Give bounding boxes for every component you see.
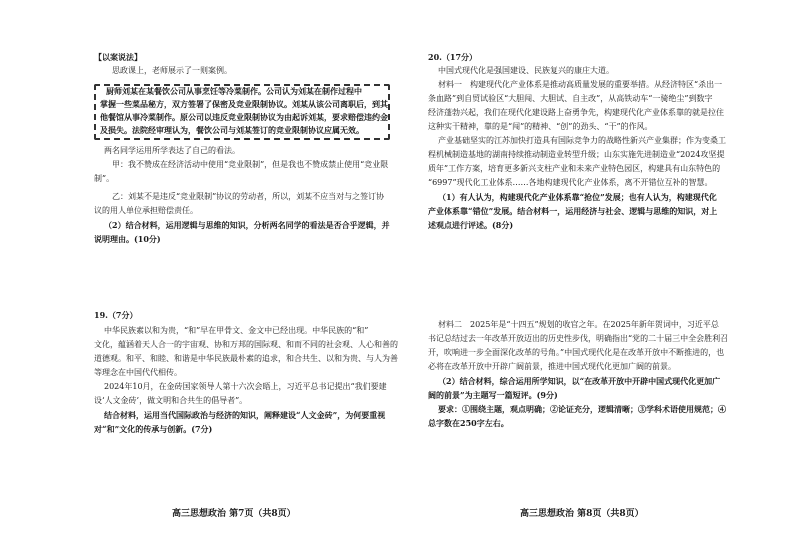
q19-line: 等理念在中国代代相传。 — [94, 368, 182, 377]
q20-line: （1）有人认为，构建现代化产业体系靠“抢位”发展；也有人认为，构建现代化 — [438, 192, 717, 202]
right-page — [400, 0, 800, 549]
material2-line: 材料二 2025年是“十四五”规划的收官之年。在2025年新年贺词中，习近平总 — [438, 320, 719, 329]
case-box — [94, 84, 390, 140]
q20-line: 中国式现代化是强国建设、民族复兴的康庄大道。 — [438, 66, 614, 75]
material2-line: 总字数在250字左右。 — [428, 418, 509, 428]
q18-line: 两名同学运用所学表达了自己的看法。 — [104, 146, 240, 155]
q18-line: 说明理由。(10分) — [94, 234, 161, 244]
q18-line: 甲：我不赞成在经济活动中使用“竞业限制”，但是我也不赞成禁止使用“竞业限 — [112, 160, 389, 169]
material2-line: （2）结合材料，综合运用所学知识，以“在改革开放中开辟中国式现代化更加广 — [438, 376, 721, 386]
case-line: 他餐馆从事冷菜制作。原公司以违反竞业限制协议为由起诉刘某，要求赔偿违约金 — [100, 112, 388, 122]
q20-line: 产业基础坚实的江苏加快打造具有国际竞争力的战略性新兴产业集群；作为变桑工 — [438, 136, 726, 145]
q20-line: “6997”现代化工业体系……各地构建现代化产业体系，离不开错位互补的智慧。 — [428, 178, 713, 187]
q18-line: （2）结合材料，运用逻辑与思维的知识，分析两名同学的看法是否合乎逻辑，并 — [104, 220, 390, 230]
q20-title: 20.（17分） — [428, 52, 478, 62]
q20-line: 述观点进行评述。(8分) — [428, 220, 514, 230]
q20-line: 经济蓬勃兴起，我们在现代化建设路上奋勇争先，构建现代化产业体系靠的就是拉住 — [428, 108, 724, 117]
q19-title: 19.（7分） — [94, 310, 138, 320]
material2-line: 阔的前景”为主题写一篇短评。(9分) — [428, 390, 558, 400]
q20-line: 质年”工作方案，培育更多新兴支柱产业和未来产业特色园区，构建具有山东特色的 — [428, 164, 721, 173]
material2-line: 开，吹响进一步全面深化改革的号角。”中国式现代化是在改革开放中不断推进的，也 — [428, 348, 725, 357]
q19-line: 文化，蕴涵着天人合一的宇宙观、协和万邦的国际观、和而不同的社会观、人心和善的 — [94, 340, 398, 349]
q19-line: 中华民族素以和为贵，“和”早在甲骨文、金文中已经出现。中华民族的“和” — [104, 326, 369, 335]
case-line: 及损失。法院经审理认为，餐饮公司与刘某签订的竞业限制协议应属无效。 — [100, 125, 364, 135]
page-footer: 高三思想政治 第7页（共8页） — [172, 509, 296, 519]
case-intro: 思政课上，老师展示了一则案例。 — [112, 66, 232, 75]
q19-line: 对“和”文化的传承与创新。(7分) — [94, 424, 213, 434]
q18-line: 议的用人单位承担赔偿责任。 — [94, 206, 198, 215]
material2-line: 书记总结过去一年改革开放迈出的历史性步伐，明确指出“党的二十届三中全会胜利召 — [428, 334, 729, 343]
q18-line: 乙：刘某不是违反“竞业限制”协议的劳动者，所以，刘某不应当对与之签订协 — [112, 192, 385, 201]
q20-line: 产业体系靠“错位”发展。结合材料一，运用经济与社会、逻辑与思维的知识，对上 — [428, 206, 718, 216]
case-line: 厨师刘某在某餐饮公司从事烹饪等冷菜制作。公司认为刘某在制作过程中 — [106, 86, 362, 96]
page-footer: 高三思想政治 第8页（共8页） — [520, 509, 644, 519]
q20-line: 条血路”到自贸试验区“大胆闯、大胆试、自主改”，从高铁动车“一骑绝尘”到数字 — [428, 94, 713, 103]
case-title: 【以案说法】 — [94, 52, 142, 62]
q19-line: 设‘人文金砖’，做文明和合共生的倡导者”。 — [94, 396, 248, 405]
q20-line: 这种实干精神，靠的是“闯”的精神、“创”的劲头、“干”的作风。 — [428, 122, 653, 131]
material2-line: 要求：①围绕主题，观点明确；②论证充分，逻辑清晰；③学科术语使用规范；④ — [438, 404, 726, 414]
case-line: 掌握一些菜品秘方，双方签署了保密及竞业限制协议。刘某从该公司离职后，到其 — [100, 99, 388, 109]
q20-line: 程机械制造基地的湖南持续推动制造业转型升级；山东实施先进制造业“2024攻坚提 — [428, 150, 725, 159]
q19-line: 2024年10月，在金砖国家领导人第十六次会晤上，习近平总书记提出“我们要建 — [104, 382, 387, 391]
material2-line: 必将在改革开放中开辟广阔前景，推进中国式现代化更加广阔的前景。 — [428, 362, 676, 371]
q19-line: 结合材料，运用当代国际政治与经济的知识，阐释建设“人文金砖”，为何要重视 — [104, 410, 386, 420]
q19-line: 道德观。和平、和睦、和谐是中华民族最朴素的追求，和合共生、以和为贵、与人为善 — [94, 354, 398, 363]
q18-line: 制”。 — [94, 174, 115, 183]
q20-line: 材料一 构建现代化产业体系是推动高质量发展的重要举措。从经济特区“杀出一 — [438, 80, 723, 89]
